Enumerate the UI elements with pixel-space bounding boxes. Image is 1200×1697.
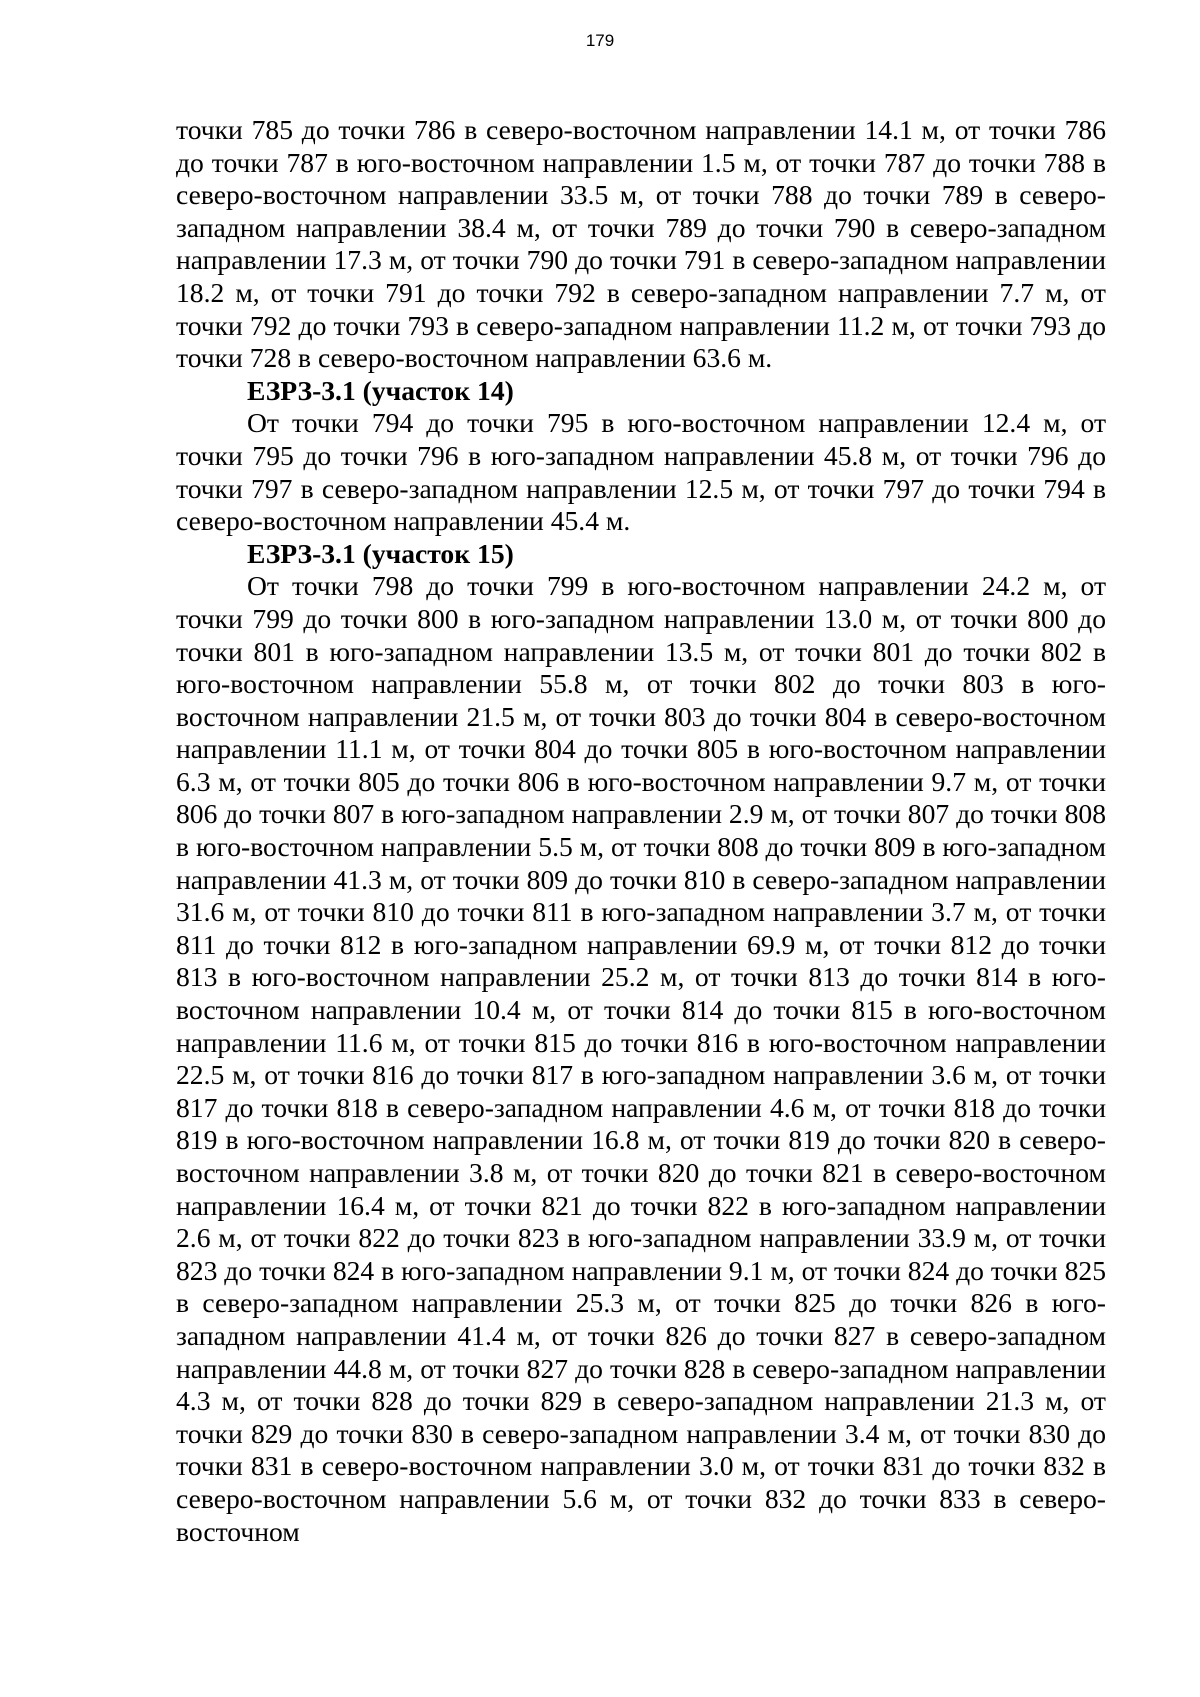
paragraph-continued: точки 785 до точки 786 в северо-восточном направлении 14.1 м, от точки 786 до точки 787 в юго-восточном направлении 1.5 м, от точки 787 до точки 788 в северо-восточном направлении 33.5 м, от точки 788 до точки 789 в северо-западном направлении 38.4 м, от точки 789 до точки 790 в северо-западном направлении 17.3 м, от точки 790 до точки 791 в северо-западном направлении 18.2 м, от точки 791 до точки 792 в северо-западном направлении 7.7 м, от точки 792 до точки 793 в северо-западном направлении 11.2 м, от точки 793 до точки 728 в северо-восточном направлении 63.6 м.: [176, 114, 1106, 374]
section-heading-14: ЕЗРЗ-3.1 (участок 14): [247, 374, 514, 406]
paragraph-section-14: От точки 794 до точки 795 в юго-восточном направлении 12.4 м, от точки 795 до точки 796 в юго-западном направлении 45.8 м, от точки 796 до точки 797 в северо-западном направлении 12.5 м, от точки 797 до точки 794 в северо-восточном направлении 45.4 м.: [176, 407, 1106, 537]
paragraph-section-15: От точки 798 до точки 799 в юго-восточном направлении 24.2 м, от точки 799 до точки 800 в юго-западном направлении 13.0 м, от точки 800 до точки 801 в юго-западном направлении 13.5 м, от точки 801 до точки 802 в юго-восточном направлении 55.8 м, от точки 802 до точки 803 в юго-восточном направлении 21.5 м, от точки 803 до точки 804 в северо-восточном направлении 11.1 м, от точки 804 до точки 805 в юго-восточном направлении 6.3 м, от точки 805 до точки 806 в юго-восточном направлении 9.7 м, от точки 806 до точки 807 в юго-западном направлении 2.9 м, от точки 807 до точки 808 в юго-восточном направлении 5.5 м, от точки 808 до точки 809 в юго-западном направлении 41.3 м, от точки 809 до точки 810 в северо-западном направлении 31.6 м, от точки 810 до точки 811 в юго-западном направлении 3.7 м, от точки 811 до точки 812 в юго-западном направлении 69.9 м, от точки 812 до точки 813 в юго-восточном направлении 25.2 м, от точки 813 до точки 814 в юго-восточном направлении 10.4 м, от точки 814 до точки 815 в юго-восточном направлении 11.6 м, от точки 815 до точки 816 в юго-восточном направлении 22.5 м, от точки 816 до точки 817 в юго-западном направлении 3.6 м, от точки 817 до точки 818 в северо-западном направлении 4.6 м, от точки 818 до точки 819 в юго-восточном направлении 16.8 м, от точки 819 до точки 820 в северо-восточном направлении 3.8 м, от точки 820 до точки 821 в северо-восточном направлении 16.4 м, от точки 821 до точки 822 в юго-западном направлении 2.6 м, от точки 822 до точки 823 в юго-западном направлении 33.9 м, от точки 823 до точки 824 в юго-западном направлении 9.1 м, от точки 824 до точки 825 в северо-западном направлении 25.3 м, от точки 825 до точки 826 в юго-западном направлении 41.4 м, от точки 826 до точки 827 в северо-западном направлении 44.8 м, от точки 827 до точки 828 в северо-западном направлении 4.3 м, от точки 828 до точки 829 в северо-западном направлении 21.3 м, от точки 829 до точки 830 в северо-западном направлении 3.4 м, от точки 830 до точки 831 в северо-восточном направлении 3.0 м, от точки 831 до точки 832 в северо-восточном направлении 5.6 м, от точки 832 до точки 833 в северо-восточном: [176, 570, 1106, 1547]
section-heading-15: ЕЗРЗ-3.1 (участок 15): [247, 537, 514, 569]
page-number: 179: [585, 31, 615, 50]
document-body: [176, 114, 1106, 1548]
